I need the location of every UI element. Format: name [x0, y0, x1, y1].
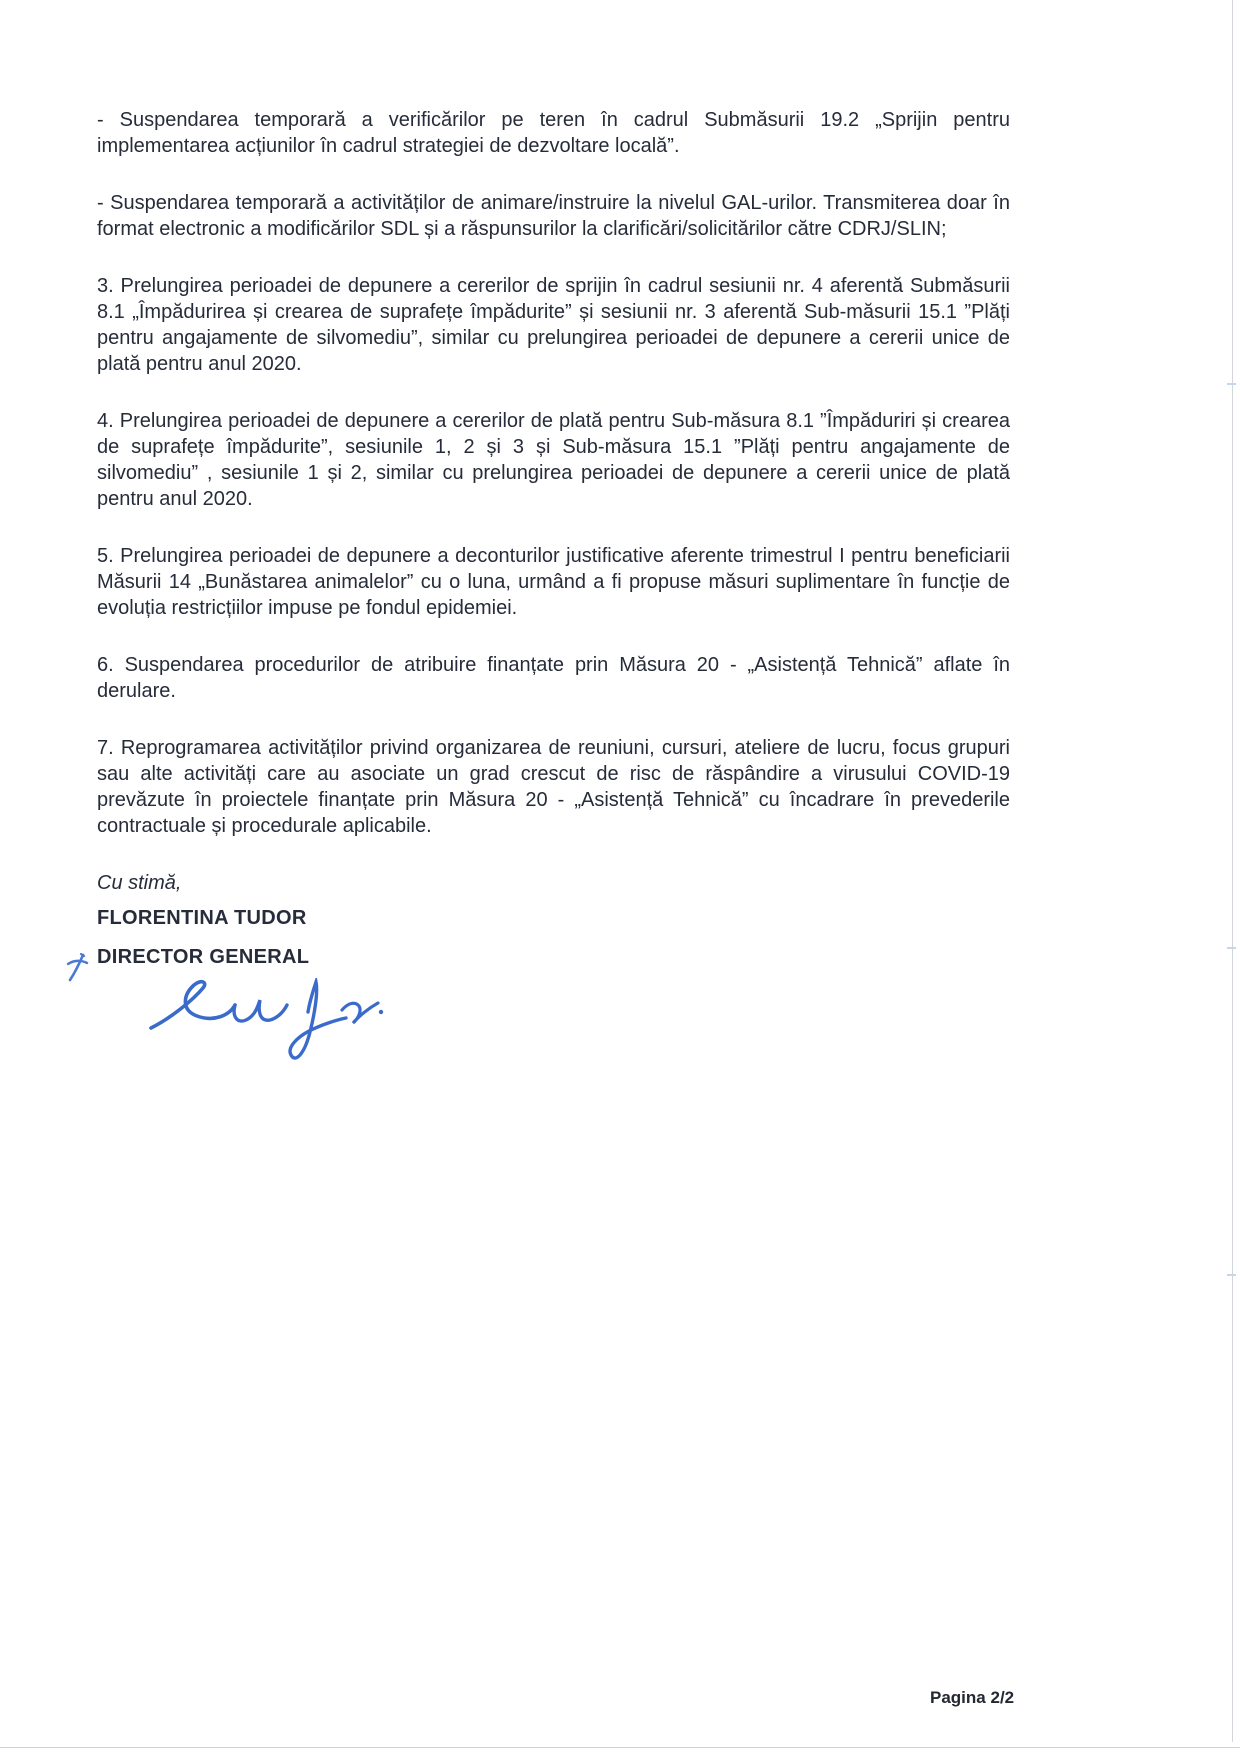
page-footer	[930, 1688, 1014, 1708]
page-label: Pagina	[930, 1688, 986, 1707]
signer-title: DIRECTOR GENERAL	[97, 946, 310, 968]
scan-artifact-tick	[1227, 383, 1236, 385]
paragraph-item-5: 5. Prelungirea perioadei de depunere a deconturilor justificative aferente trimestrul I pentru beneficiarii Măsurii 14 „Bunăstarea animalelor” cu o luna, urmând a fi propuse măsuri suplimentare în funcție de evoluția restricțiilor impuse pe fondul epidemiei.	[97, 545, 1010, 619]
paragraph-item-3: 3. Prelungirea perioadei de depunere a cererilor de sprijin în cadrul sesiunii nr. 4 aferentă Submăsurii 8.1 „Împădurirea și crearea de suprafețe împădurite” și sesiunii nr. 3 aferentă Sub-măsurii 15.1 ”Plăți pentru angajamente de silvomediu”, similar cu prelungirea perioadei de depunere a cererii unice de plată pentru anul 2020.	[97, 275, 1010, 375]
paragraph-item-4: 4. Prelungirea perioadei de depunere a cererilor de plată pentru Sub-măsura 8.1 ”Împăduriri și crearea de suprafețe împădurite”, sesiunile 1, 2 și 3 și Sub-măsura 15.1 ”Plăți pentru angajamente de silvomediu” , sesiunile 1 și 2, similar cu prelungirea perioadei de depunere a cererii unice de plată pentru anul 2020.	[97, 410, 1010, 510]
paragraph-bullet-2: - Suspendarea temporară a activităților de animare/instruire la nivelul GAL-urilor. Transmiterea doar în format electronic a modificărilor SDL și a răspunsurilor la clarificări/solicitărilor către CDRJ/SLIN;	[97, 192, 1010, 240]
page-number: 2/2	[990, 1688, 1015, 1707]
signer-name: FLORENTINA TUDOR	[97, 907, 307, 929]
scan-edge-vertical-line	[1232, 0, 1233, 1742]
scan-edge-bottom-line	[0, 1747, 1240, 1748]
paragraph-item-6: 6. Suspendarea procedurilor de atribuire finanțate prin Măsura 20 - „Asistență Tehnică” aflate în derulare.	[97, 654, 1010, 702]
paragraph-bullet-1: - Suspendarea temporară a verificărilor pe teren în cadrul Submăsurii 19.2 „Sprijin pentru implementarea acțiunilor în cadrul strategiei de dezvoltare locală”.	[97, 109, 1010, 157]
handwritten-tick-icon	[65, 952, 97, 984]
document-body	[97, 107, 1010, 970]
scan-artifact-tick	[1227, 1274, 1236, 1276]
signature-ink	[145, 978, 385, 1070]
paragraph-item-7: 7. Reprogramarea activităților privind organizarea de reuniuni, cursuri, ateliere de lucru, focus grupuri sau alte activități care au asociate un grad crescut de risc de răspândire a virusului COVID-19 prevăzute în proiectele finanțate prin Măsura 20 - „Asistență Tehnică” cu încadrare în prevederile contractuale și procedurale aplicabile.	[97, 737, 1010, 837]
scan-artifact-tick	[1227, 947, 1236, 949]
salutation: Cu stimă,	[97, 872, 182, 894]
closing-block	[97, 870, 1010, 970]
